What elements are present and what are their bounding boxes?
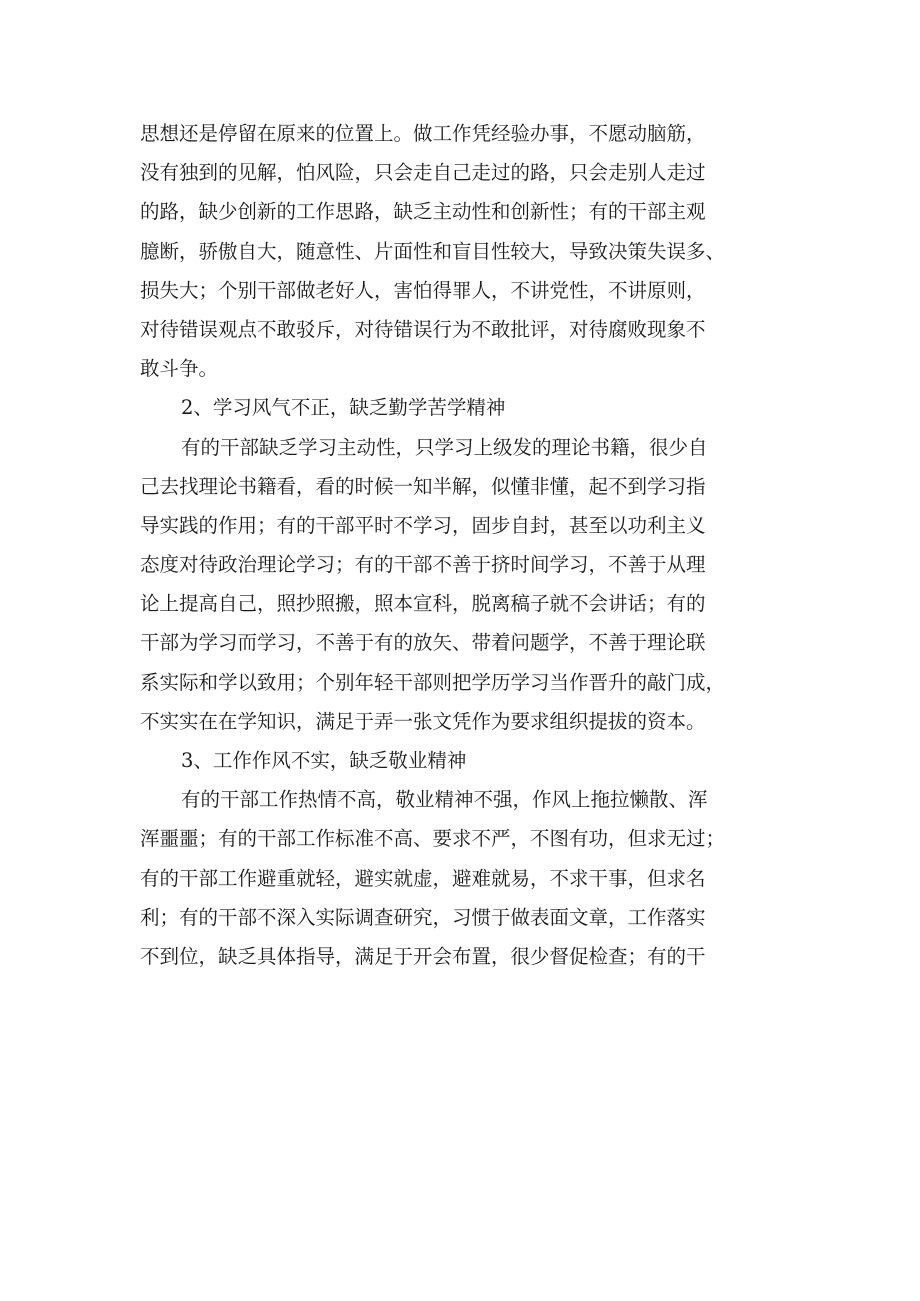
text-line: 没有独到的见解，怕风险，只会走自己走过的路，只会走别人走过: [140, 161, 706, 185]
text-line: 论上提高自己，照抄照搬，照本宣科，脱离稿子就不会讲话；有的: [140, 592, 706, 616]
text-line: 系实际和学以致用；个别年轻干部则把学历学习当作晋升的敲门成，: [140, 670, 726, 694]
paragraph-first-line: 有的干部缺乏学习主动性，只学习上级发的理论书籍，很少自: [181, 435, 708, 459]
text-line: 干部为学习而学习，不善于有的放矢、带着问题学，不善于理论联: [140, 631, 706, 655]
text-line: 导实践的作用；有的干部平时不学习，固步自封，甚至以功利主义: [140, 513, 706, 537]
text-line: 不到位，缺乏具体指导，满足于开会布置，很少督促检查；有的干: [140, 944, 706, 968]
text-line: 己去找理论书籍看，看的时候一知半解，似懂非懂，起不到学习指: [140, 474, 706, 498]
text-line: 利；有的干部不深入实际调查研究，习惯于做表面文章，工作落实: [140, 905, 706, 929]
section-heading: 2、学习风气不正，缺乏勤学苦学精神: [181, 396, 506, 420]
text-line: 对待错误观点不敢驳斥，对待错误行为不敢批评，对待腐败现象不: [140, 317, 706, 341]
paragraph-first-line: 有的干部工作热情不高，敬业精神不强，作风上拖拉懒散、浑: [181, 788, 708, 812]
text-line: 不实实在在学知识，满足于弄一张文凭作为要求组织提拔的资本。: [140, 709, 706, 733]
text-line: 臆断，骄傲自大，随意性、片面性和盲目性较大，导致决策失误多、: [140, 239, 726, 263]
text-line: 的路，缺少创新的工作思路，缺乏主动性和创新性；有的干部主观: [140, 200, 706, 224]
text-line: 思想还是停留在原来的位置上。做工作凭经验办事，不愿动脑筋，: [140, 122, 706, 145]
text-line: 损失大；个别干部做老好人，害怕得罪人，不讲党性，不讲原则，: [140, 278, 706, 302]
text-line: 敢斗争。: [140, 357, 219, 381]
text-line: 态度对待政治理论学习；有的干部不善于挤时间学习，不善于从理: [140, 553, 706, 577]
text-line: 浑噩噩；有的干部工作标准不高、要求不严，不图有功，但求无过；: [140, 827, 726, 851]
document-body: [140, 114, 800, 976]
section-heading: 3、工作作风不实，缺乏敬业精神: [181, 749, 467, 772]
text-line: 有的干部工作避重就轻，避实就虚，避难就易，不求干事，但求名: [140, 866, 706, 890]
